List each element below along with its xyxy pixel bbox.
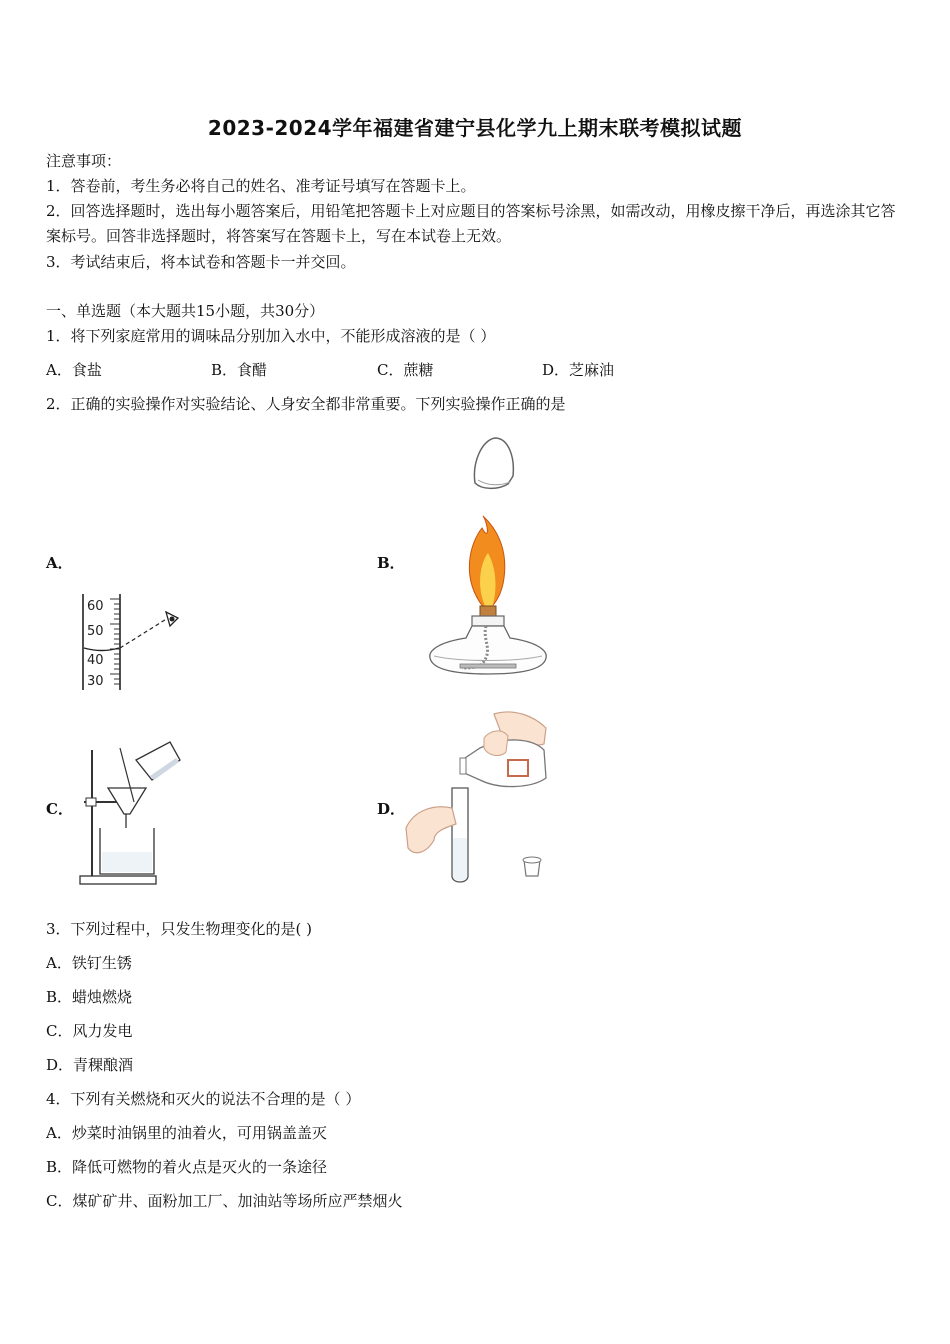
q2-label-c: C．: [46, 800, 73, 818]
note-item-1: 1．答卷前，考生务必将自己的姓名、准考证号填写在答题卡上。: [46, 177, 476, 195]
q3-option-d: D．青稞酿酒: [46, 1056, 134, 1074]
note-item-3: 3．考试结束后，将本试卷和答题卡一并交回。: [46, 253, 356, 271]
page-title: 2023-2024学年福建省建宁县化学九上期末联考模拟试题: [207, 116, 743, 140]
figure-c-filtration: [76, 740, 186, 890]
q1-option-c: C．蔗糖: [377, 361, 434, 379]
figure-b-alcohol-lamp: [420, 428, 560, 680]
eye-pupil: [170, 617, 175, 622]
q2-label-a: A．: [46, 554, 73, 572]
bottle-label: [508, 760, 528, 776]
liquid-meniscus: [84, 648, 119, 651]
lamp-neck: [472, 616, 504, 626]
cylinder-minor-ticks: [110, 599, 120, 684]
q3-option-c: C．风力发电: [46, 1022, 133, 1040]
q1-option-d: D．芝麻油: [542, 361, 615, 379]
test-tube-liquid: [453, 838, 467, 881]
wick-holder: [480, 606, 496, 616]
q1-stem: 1．将下列家庭常用的调味品分别加入水中，不能形成溶液的是（ ）: [46, 327, 496, 345]
lower-hand: [406, 807, 456, 853]
figure-a-cylinder-reading: [76, 590, 186, 694]
q2-stem: 2．正确的实验操作对实验结论、人身安全都非常重要。下列实验操作正确的是: [46, 395, 566, 413]
tick-label-40: 40: [87, 653, 104, 668]
tick-label-30: 30: [87, 674, 104, 689]
q2-label-d: D．: [377, 800, 406, 818]
lamp-base-plate: [460, 664, 516, 668]
stopper-top: [523, 857, 541, 863]
tick-label-50: 50: [87, 624, 104, 639]
stand-base: [80, 876, 156, 884]
stand-clamp: [86, 798, 96, 806]
tick-label-60: 60: [87, 599, 104, 614]
q4-option-b: B．降低可燃物的着火点是灭火的一条途径: [46, 1158, 328, 1176]
sight-line: [120, 618, 168, 648]
section-heading: 一、单选题（本大题共15小题，共30分）: [46, 302, 325, 320]
q2-label-b: B．: [377, 554, 405, 572]
q4-option-a: A．炒菜时油锅里的油着火，可用锅盖盖灭: [46, 1124, 327, 1142]
beaker-liquid: [102, 852, 152, 872]
q3-option-a: A．铁钉生锈: [46, 954, 132, 972]
figure-d-pouring-liquid: [404, 708, 554, 890]
upper-hand-fingers: [484, 731, 508, 756]
note-item-2: 2．回答选择题时，选出每小题答案后，用铅笔把答题卡上对应题目的答案标号涂黑，如需改动，用橡皮擦干净后，再选涂其它答案标号。回答非选择题时，将答案写在答题卡上，写在本试卷上无效。: [46, 202, 896, 245]
q3-stem: 3．下列过程中，只发生物理变化的是( ): [46, 920, 313, 938]
notes-heading: 注意事项：: [46, 152, 122, 170]
q3-option-b: B．蜡烛燃烧: [46, 988, 133, 1006]
bottle-mouth: [460, 758, 466, 774]
q1-option-b: B．食醋: [211, 361, 268, 379]
q4-option-c: C．煤矿矿井、面粉加工厂、加油站等场所应严禁烟火: [46, 1192, 403, 1210]
q4-stem: 4．下列有关燃烧和灭火的说法不合理的是（ ）: [46, 1090, 361, 1108]
q1-option-a: A．食盐: [46, 361, 102, 379]
